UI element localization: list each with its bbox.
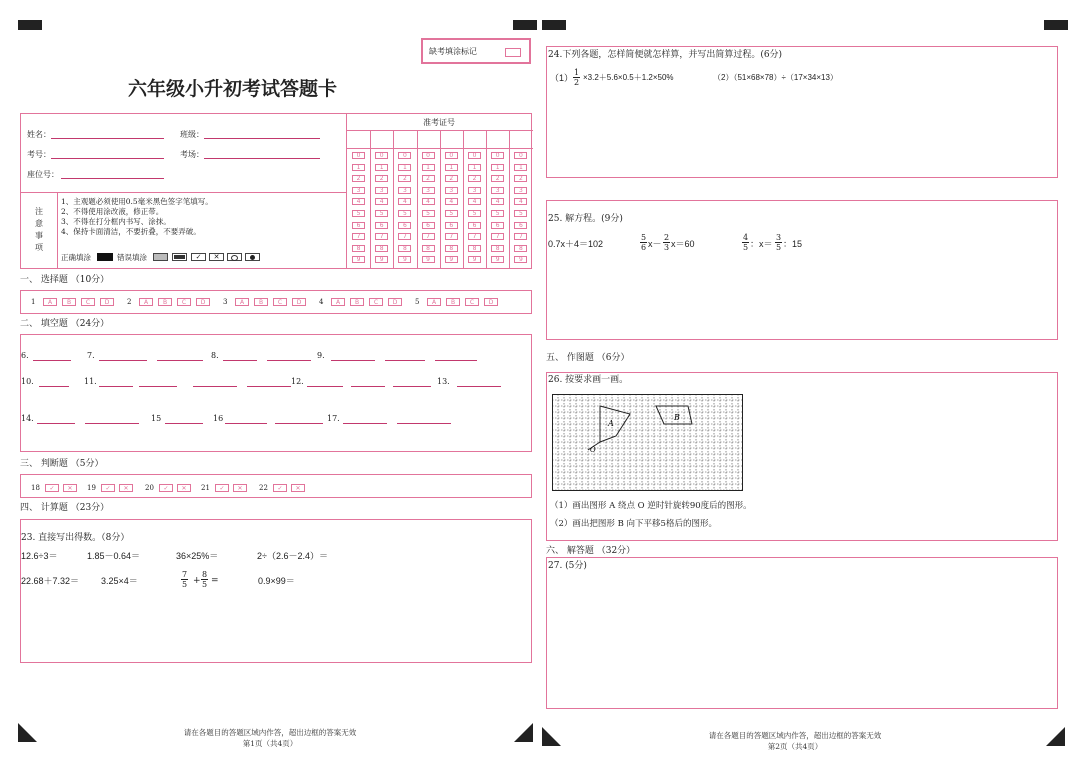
judge-cross-option[interactable]: ✕ — [291, 484, 305, 492]
digit-bubble[interactable]: 6 — [398, 222, 411, 229]
seat-field[interactable] — [61, 178, 164, 179]
digit-bubble[interactable]: 0 — [445, 152, 458, 159]
answer-line[interactable] — [33, 360, 71, 361]
digit-bubble[interactable]: 2 — [352, 175, 365, 182]
op: + — [193, 576, 201, 586]
q24-title: 24.下列各题，怎样简便就怎样算，并写出简算过程。(6分) — [548, 50, 783, 60]
digit-bubble[interactable]: 5 — [445, 210, 458, 217]
digit-bubble[interactable]: 0 — [375, 152, 388, 159]
exam-digit-write-cell[interactable] — [347, 130, 370, 148]
answer-line[interactable] — [307, 386, 343, 387]
digit-bubble[interactable]: 3 — [375, 187, 388, 194]
fill-num: 16 — [213, 414, 224, 423]
notice-char: 意 — [35, 219, 43, 228]
judge-cross-option[interactable]: ✕ — [63, 484, 77, 492]
notice-char: 事 — [35, 231, 43, 240]
name-label: 姓名： — [27, 130, 51, 139]
fraction: $\frac{4}{5}$ — [743, 233, 749, 252]
corner-triangle-bl — [542, 727, 561, 746]
digit-bubble[interactable]: 7 — [514, 233, 527, 240]
wrong-fill-sample-2 — [172, 253, 187, 261]
choice-option[interactable]: B — [158, 298, 172, 306]
choice-option[interactable]: C — [81, 298, 95, 306]
digit-bubble[interactable]: 0 — [514, 152, 527, 159]
answer-line[interactable] — [99, 386, 133, 387]
digit-bubble[interactable]: 7 — [468, 233, 481, 240]
q27-title: 27. (5分) — [548, 561, 587, 571]
digit-bubble[interactable]: 7 — [352, 233, 365, 240]
calc-item: 2÷（2.6－2.4）＝ — [257, 551, 328, 561]
answer-line[interactable] — [193, 386, 237, 387]
corner-triangle-br — [1046, 727, 1065, 746]
answer-line[interactable] — [85, 423, 139, 424]
digit-bubble[interactable]: 9 — [352, 256, 365, 263]
fill-num: 11. — [84, 377, 97, 386]
digit-bubble[interactable]: 6 — [422, 222, 435, 229]
fill-num: 8. — [211, 351, 219, 360]
digit-bubble[interactable]: 5 — [375, 210, 388, 217]
digit-bubble[interactable]: 4 — [514, 198, 527, 205]
choice-number: 4 — [319, 298, 324, 306]
fraction: $\frac{7}{5}$ — [182, 570, 188, 589]
digit-bubble[interactable]: 6 — [491, 222, 504, 229]
wrong-fill-label: 错误填涂 — [117, 253, 147, 262]
choice-number: 1 — [31, 298, 36, 306]
digit-bubble[interactable]: 8 — [445, 245, 458, 252]
calc-item: 12.6÷3＝ — [21, 551, 58, 561]
answer-line[interactable] — [385, 360, 425, 361]
digit-bubble[interactable]: 1 — [445, 164, 458, 171]
choice-option[interactable]: D — [388, 298, 402, 306]
wrong-fill-dot-icon — [245, 253, 260, 261]
label-B: B — [674, 413, 680, 422]
digit-bubble[interactable]: 9 — [445, 256, 458, 263]
zkz-title: 准考证号 — [423, 118, 455, 127]
q25-title: 25. 解方程。(9分) — [548, 214, 623, 224]
q24-1-expr: ×3.2＋5.6×0.5＋1.2×50% — [583, 73, 674, 82]
eq: = — [211, 576, 219, 586]
section-2-heading: 二、 填空题 （24分） — [20, 319, 110, 329]
choice-option[interactable]: C — [465, 298, 479, 306]
choice-option[interactable]: D — [484, 298, 498, 306]
digit-bubble[interactable]: 5 — [491, 210, 504, 217]
judge-number: 19 — [87, 484, 96, 492]
label-A: A — [608, 419, 614, 428]
wrong-fill-sample-1 — [153, 253, 168, 261]
digit-bubble[interactable]: 0 — [422, 152, 435, 159]
digit-bubble[interactable]: 9 — [422, 256, 435, 263]
choice-option[interactable]: A — [139, 298, 153, 306]
digit-bubble[interactable]: 1 — [514, 164, 527, 171]
grid-col-divider — [463, 130, 464, 268]
fill-num: 6. — [21, 351, 29, 360]
choice-answer-box — [20, 290, 532, 314]
judge-check-option[interactable]: ✓ — [101, 484, 115, 492]
choice-option[interactable]: B — [62, 298, 76, 306]
digit-bubble[interactable]: 8 — [491, 245, 504, 252]
digit-bubble[interactable]: 5 — [514, 210, 527, 217]
page-title: 六年级小升初考试答题卡 — [128, 78, 338, 100]
section-6-heading: 六、 解答题 （32分） — [546, 546, 636, 556]
digit-bubble[interactable]: 8 — [468, 245, 481, 252]
choice-option[interactable]: D — [292, 298, 306, 306]
fraction: $\frac{8}{5}$ — [202, 570, 208, 589]
fill-num: 12. — [291, 377, 304, 386]
fill-num: 13. — [437, 377, 450, 386]
eq2-mid: x－ — [648, 239, 662, 249]
answer-line[interactable] — [247, 386, 291, 387]
exam-digit-write-cell[interactable] — [417, 130, 440, 148]
digit-bubble[interactable]: 2 — [375, 175, 388, 182]
answer-line[interactable] — [39, 386, 69, 387]
answer-line[interactable] — [275, 423, 323, 424]
q26-title: 26. 按要求画一画。 — [548, 375, 629, 385]
digit-bubble[interactable]: 4 — [468, 198, 481, 205]
choice-option[interactable]: A — [43, 298, 57, 306]
digit-bubble[interactable]: 5 — [352, 210, 365, 217]
exam-digit-write-cell[interactable] — [393, 130, 416, 148]
digit-bubble[interactable]: 0 — [468, 152, 481, 159]
digit-bubble[interactable]: 4 — [398, 198, 411, 205]
calc-item: 1.85－0.64＝ — [87, 551, 141, 561]
digit-bubble[interactable]: 6 — [514, 222, 527, 229]
student-info-box — [20, 113, 532, 269]
fill-num: 7. — [87, 351, 95, 360]
drawing-grid[interactable] — [552, 394, 744, 492]
digit-bubble[interactable]: 6 — [468, 222, 481, 229]
footer-note: 请在各题目的答题区域内作答，超出边框的答案无效 第1页（共4页） — [183, 728, 357, 748]
digit-bubble[interactable]: 3 — [352, 187, 365, 194]
choice-option[interactable]: D — [196, 298, 210, 306]
answer-line[interactable] — [393, 386, 431, 387]
judge-check-option[interactable]: ✓ — [215, 484, 229, 492]
section-4-heading: 四、 计算题 （23分） — [20, 503, 110, 513]
name-field[interactable] — [51, 138, 164, 139]
answer-line[interactable] — [165, 423, 203, 424]
exam-digit-write-cell[interactable] — [486, 130, 509, 148]
grid-col-divider — [417, 130, 418, 268]
class-label: 班级： — [180, 130, 204, 139]
digit-bubble[interactable]: 3 — [514, 187, 527, 194]
q26-item-1: （1）画出图形 A 绕点 O 逆时针旋转90度后的图形。 — [550, 501, 752, 511]
exam-number-grid — [346, 114, 533, 269]
corner-triangle-br — [514, 723, 533, 742]
correct-fill-label: 正确填涂 — [61, 253, 91, 262]
grid-col-divider — [370, 130, 371, 268]
choice-option[interactable]: A — [235, 298, 249, 306]
answer-line[interactable] — [457, 386, 501, 387]
answer-line[interactable] — [343, 423, 387, 424]
digit-bubble[interactable]: 9 — [468, 256, 481, 263]
digit-bubble[interactable]: 2 — [514, 175, 527, 182]
digit-bubble[interactable]: 4 — [375, 198, 388, 205]
digit-bubble[interactable]: 9 — [491, 256, 504, 263]
choice-option[interactable]: C — [177, 298, 191, 306]
answer-line[interactable] — [267, 360, 311, 361]
q23-title: 23. 直接写出得数。（8分） — [21, 533, 130, 543]
digit-bubble[interactable]: 6 — [352, 222, 365, 229]
answer-line[interactable] — [331, 360, 375, 361]
digit-bubble[interactable]: 8 — [422, 245, 435, 252]
choice-option[interactable]: D — [100, 298, 114, 306]
notice-char: 注 — [35, 207, 43, 216]
seat-label: 座位号： — [27, 170, 59, 179]
digit-bubble[interactable]: 1 — [468, 164, 481, 171]
choice-number: 3 — [223, 298, 228, 306]
corner-mark — [513, 20, 537, 30]
room-label: 考场： — [180, 150, 204, 159]
digit-bubble[interactable]: 7 — [445, 233, 458, 240]
digit-bubble[interactable]: 3 — [398, 187, 411, 194]
digit-bubble[interactable]: 3 — [468, 187, 481, 194]
digit-bubble[interactable]: 1 — [375, 164, 388, 171]
choice-number: 5 — [415, 298, 420, 306]
digit-bubble[interactable]: 2 — [445, 175, 458, 182]
answer-line[interactable] — [157, 360, 203, 361]
digit-bubble[interactable]: 0 — [352, 152, 365, 159]
judge-answer-box — [20, 474, 532, 498]
notice-line: 4、保持卡面清洁，不要折叠，不要弄破。 — [61, 227, 201, 236]
digit-bubble[interactable]: 7 — [422, 233, 435, 240]
room-field[interactable] — [204, 158, 320, 159]
digit-bubble[interactable]: 2 — [398, 175, 411, 182]
fill-num: 17. — [327, 414, 340, 423]
choice-number: 2 — [127, 298, 132, 306]
equation-1: 0.7x＋4＝102 — [548, 239, 604, 249]
answer-line[interactable] — [397, 423, 451, 424]
digit-bubble[interactable]: 5 — [422, 210, 435, 217]
q24-box — [546, 46, 1058, 178]
digit-bubble[interactable]: 7 — [491, 233, 504, 240]
footer-note: 请在各题目的答题区域内作答，超出边框的答案无效 第2页（共4页） — [708, 731, 882, 751]
fill-num: 15 — [151, 414, 162, 423]
digit-bubble[interactable]: 6 — [445, 222, 458, 229]
wrong-fill-circle-icon — [227, 253, 242, 261]
digit-bubble[interactable]: 1 — [491, 164, 504, 171]
q24-2-expr: （2）（51×68×78）÷（17×34×13） — [713, 73, 838, 82]
digit-bubble[interactable]: 2 — [491, 175, 504, 182]
judge-number: 22 — [259, 484, 268, 492]
corner-mark — [18, 20, 42, 30]
q26-item-2: （2）画出把图形 B 向下平移5格后的图形。 — [550, 519, 717, 529]
digit-bubble[interactable]: 1 — [398, 164, 411, 171]
answer-line[interactable] — [225, 423, 267, 424]
q26-box — [546, 372, 1058, 541]
calc-answer-box — [20, 519, 532, 663]
judge-cross-option[interactable]: ✕ — [119, 484, 133, 492]
eq2-end: x＝60 — [671, 239, 695, 249]
exam-digit-write-cell[interactable] — [370, 130, 393, 148]
notice-line: 2、不得使用涂改液，修正带。 — [61, 207, 164, 216]
notice-line: 1、主观题必须使用0.5毫米黑色签字笔填写。 — [61, 197, 213, 206]
notice-line: 3、不得在打分框内书写、涂抹。 — [61, 217, 171, 226]
digit-bubble[interactable]: 0 — [398, 152, 411, 159]
grid-col-divider — [440, 130, 441, 268]
digit-bubble[interactable]: 4 — [491, 198, 504, 205]
digit-bubble[interactable]: 4 — [445, 198, 458, 205]
digit-bubble[interactable]: 8 — [398, 245, 411, 252]
q24-1-pre: （1） — [550, 73, 574, 83]
notice-char: 项 — [35, 243, 43, 252]
fill-num: 10. — [21, 377, 34, 386]
choice-option[interactable]: B — [350, 298, 364, 306]
digit-bubble[interactable]: 0 — [491, 152, 504, 159]
digit-bubble[interactable]: 8 — [375, 245, 388, 252]
digit-bubble[interactable]: 1 — [352, 164, 365, 171]
calc-item: 22.68＋7.32＝ — [21, 576, 80, 586]
q27-box — [546, 557, 1058, 709]
calc-item: 3.25×4＝ — [101, 576, 138, 586]
digit-bubble[interactable]: 3 — [422, 187, 435, 194]
eq3-end: ：15 — [783, 239, 803, 249]
judge-number: 20 — [145, 484, 154, 492]
calc-item: 36×25%＝ — [176, 551, 219, 561]
digit-bubble[interactable]: 9 — [375, 256, 388, 263]
choice-option[interactable]: A — [331, 298, 345, 306]
exam-digit-write-cell[interactable] — [509, 130, 532, 148]
digit-bubble[interactable]: 4 — [422, 198, 435, 205]
correct-fill-sample — [97, 253, 113, 261]
digit-bubble[interactable]: 5 — [398, 210, 411, 217]
grid-col-divider — [509, 130, 510, 268]
section-1-heading: 一、 选择题 （10分） — [20, 275, 110, 285]
section-5-heading: 五、 作图题 （6分） — [546, 353, 630, 363]
judge-check-option[interactable]: ✓ — [273, 484, 287, 492]
choice-option[interactable]: B — [446, 298, 460, 306]
grid-col-divider — [393, 130, 394, 268]
answer-line[interactable] — [139, 386, 177, 387]
answer-line[interactable] — [37, 423, 75, 424]
choice-option[interactable]: A — [427, 298, 441, 306]
digit-bubble[interactable]: 8 — [352, 245, 365, 252]
corner-mark — [1044, 20, 1068, 30]
q25-box — [546, 200, 1058, 340]
judge-cross-option[interactable]: ✕ — [177, 484, 191, 492]
wrong-fill-check-icon: ✓ — [191, 253, 206, 261]
fraction: $\frac{5}{6}$ — [641, 233, 647, 252]
section-3-heading: 三、 判断题 （5分） — [20, 459, 104, 469]
exam-no-field[interactable] — [51, 158, 164, 159]
digit-bubble[interactable]: 7 — [375, 233, 388, 240]
fraction: $\frac{2}{3}$ — [664, 233, 670, 252]
answer-line[interactable] — [351, 386, 385, 387]
eq3-mid: ：x＝ — [750, 239, 773, 249]
fraction: $\frac{1}{2}$ — [574, 68, 580, 87]
digit-bubble[interactable]: 2 — [422, 175, 435, 182]
divider — [21, 192, 346, 193]
judge-check-option[interactable]: ✓ — [45, 484, 59, 492]
digit-bubble[interactable]: 3 — [491, 187, 504, 194]
judge-number: 21 — [201, 484, 210, 492]
absent-mark-box — [421, 38, 531, 64]
choice-option[interactable]: B — [254, 298, 268, 306]
digit-bubble[interactable]: 6 — [375, 222, 388, 229]
answer-line[interactable] — [435, 360, 477, 361]
calc-item: 0.9×99＝ — [258, 576, 295, 586]
label-O: O — [590, 446, 596, 454]
digit-bubble[interactable]: 1 — [422, 164, 435, 171]
corner-triangle-bl — [18, 723, 37, 742]
digit-bubble[interactable]: 8 — [514, 245, 527, 252]
digit-bubble[interactable]: 7 — [398, 233, 411, 240]
choice-option[interactable]: C — [273, 298, 287, 306]
corner-mark — [542, 20, 566, 30]
fill-num: 14. — [21, 414, 34, 423]
answer-line[interactable] — [99, 360, 147, 361]
fill-answer-box — [20, 334, 532, 452]
judge-cross-option[interactable]: ✕ — [233, 484, 247, 492]
digit-bubble[interactable]: 2 — [468, 175, 481, 182]
wrong-fill-cross-icon: ✕ — [209, 253, 224, 261]
answer-line[interactable] — [223, 360, 257, 361]
choice-option[interactable]: C — [369, 298, 383, 306]
judge-number: 18 — [31, 484, 40, 492]
digit-bubble[interactable]: 3 — [445, 187, 458, 194]
class-field[interactable] — [204, 138, 320, 139]
notice-label-col — [21, 192, 58, 269]
judge-check-option[interactable]: ✓ — [159, 484, 173, 492]
absent-label: 缺考填涂标记 — [429, 47, 477, 56]
digit-bubble[interactable]: 9 — [398, 256, 411, 263]
absent-bubble[interactable] — [505, 48, 521, 57]
digit-bubble[interactable]: 4 — [352, 198, 365, 205]
digit-bubble[interactable]: 5 — [468, 210, 481, 217]
exam-digit-write-cell[interactable] — [440, 130, 463, 148]
exam-digit-write-cell[interactable] — [463, 130, 486, 148]
digit-bubble[interactable]: 9 — [514, 256, 527, 263]
exam-no-label: 考号： — [27, 150, 51, 159]
fill-num: 9. — [317, 351, 325, 360]
fraction: $\frac{3}{5}$ — [776, 233, 782, 252]
grid-col-divider — [486, 130, 487, 268]
